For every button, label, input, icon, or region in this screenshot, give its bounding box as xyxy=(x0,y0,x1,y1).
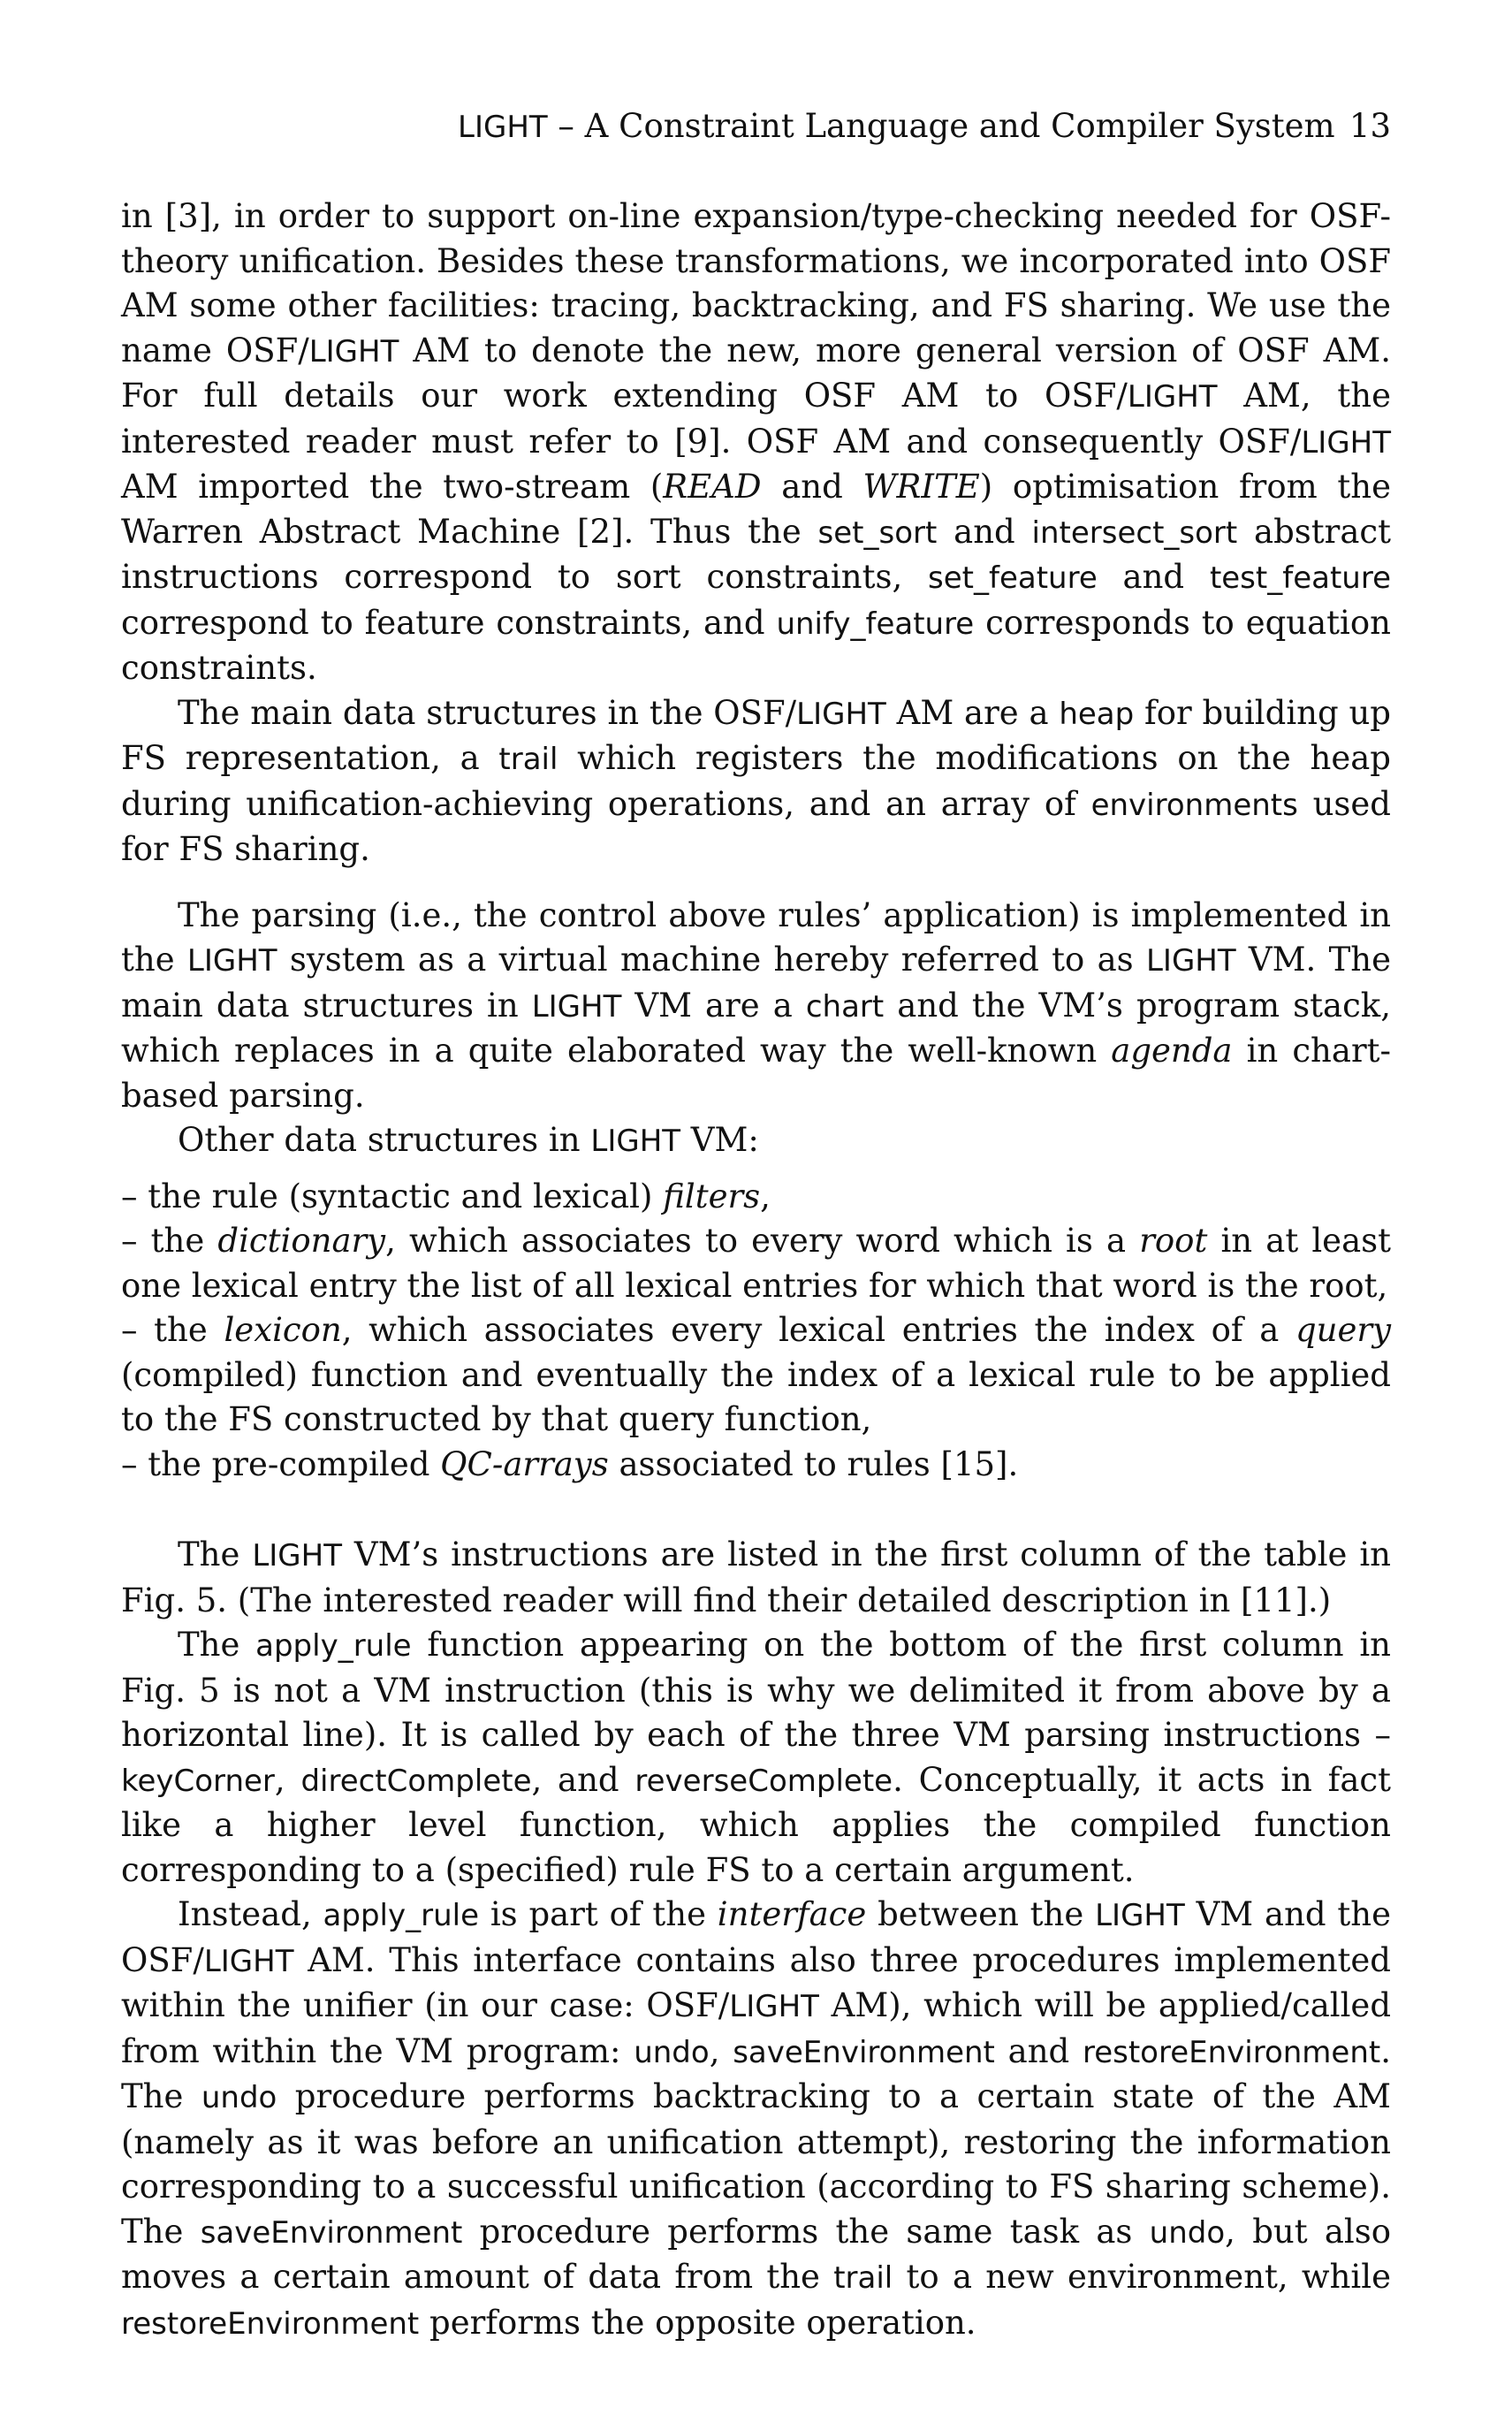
code-term: LIGHT xyxy=(1301,424,1391,461)
code-term: apply_rule xyxy=(255,1628,412,1664)
code-term: restoreEnvironment xyxy=(121,2305,420,2342)
text: , which associates to every word which is a xyxy=(385,1222,1140,1260)
text: in at least one lexical entry the list of all lexical entries for which that word is the root, xyxy=(121,1222,1391,1305)
text: AM are a xyxy=(885,693,1060,732)
text: abstract instructions correspond to sort constraints, xyxy=(121,512,1391,596)
code-term: undo xyxy=(201,2080,277,2115)
text: The parsing (i.e., the control above rules’ application) is implemented in the xyxy=(121,895,1391,979)
list-item xyxy=(121,1219,1391,1308)
text: procedure performs the same task as xyxy=(462,2212,1150,2251)
text: VM: xyxy=(680,1121,759,1159)
paragraph-5 xyxy=(121,1533,1391,1623)
text: between the xyxy=(866,1895,1096,1933)
text: VM are a xyxy=(621,986,806,1025)
text: in chart-based parsing. xyxy=(121,1032,1392,1115)
text: procedure performs backtracking to a certain state of the AM (namely as it was before an unification attempt), restoring the information corresponding to a successful unification (according to FS sharing scheme). The xyxy=(121,2077,1391,2251)
code-term: restoreEnvironment xyxy=(1082,2034,1381,2070)
italic-term: query xyxy=(1295,1311,1391,1349)
text: , xyxy=(274,1760,301,1799)
text: , and xyxy=(531,1760,635,1799)
code-term: LIGHT xyxy=(1127,379,1218,415)
code-term: set_sort xyxy=(817,514,938,551)
text: performs the opposite operation. xyxy=(419,2303,976,2342)
italic-term: filters xyxy=(663,1177,761,1215)
list-item xyxy=(121,1443,1391,1488)
text: . The xyxy=(121,2031,1391,2115)
text: , but also moves a certain amount of data from the xyxy=(121,2212,1392,2296)
data-structures-list xyxy=(121,1175,1391,1488)
text: and xyxy=(994,2031,1083,2070)
text: is part of the xyxy=(479,1895,718,1933)
text: AM. This interface contains also three procedures implemented within the unifier (in our case: OSF/ xyxy=(121,1940,1391,2024)
running-header xyxy=(121,104,1391,149)
text: The xyxy=(178,1535,253,1573)
text: to a new environment, while xyxy=(893,2258,1391,2296)
code-term: LIGHT xyxy=(1095,1898,1185,1933)
text: which registers the modifications on the heap during unification-achieving operations, and an array of xyxy=(121,739,1391,823)
paragraph-1 xyxy=(121,194,1391,691)
list-item xyxy=(121,1175,1391,1220)
code-term: saveEnvironment xyxy=(200,2214,463,2251)
code-term: LIGHT xyxy=(308,333,399,370)
text: , xyxy=(709,2031,733,2070)
code-term: LIGHT xyxy=(1145,943,1236,979)
text: , which associates every lexical entries the index of a xyxy=(341,1311,1295,1349)
text: correspond to feature constraints, and xyxy=(121,603,777,642)
text: Instead, xyxy=(178,1895,323,1933)
code-term: reverseComplete xyxy=(634,1763,893,1799)
text: AM to denote the new, more general version of OSF AM. For full details our work extending OSF AM to OSF/ xyxy=(121,331,1391,415)
code-term: directComplete xyxy=(300,1763,532,1799)
text: and xyxy=(1097,558,1210,596)
page-number: 13 xyxy=(1349,107,1391,145)
code-term: LIGHT xyxy=(531,988,622,1025)
text: (compiled) function and eventually the index of a lexical rule to be applied to the FS constructed by that query function, xyxy=(121,1355,1391,1438)
italic-term: lexicon xyxy=(224,1311,342,1349)
text: ) optimisation from the Warren Abstract Machine [2]. Thus the xyxy=(121,468,1391,551)
text: associated to rules [15]. xyxy=(608,1444,1019,1483)
italic-term: root xyxy=(1139,1222,1208,1260)
code-term: undo xyxy=(1149,2214,1226,2251)
code-term: intersect_sort xyxy=(1031,514,1238,551)
code-term: trail xyxy=(498,742,558,777)
italic-term: READ xyxy=(663,468,762,506)
text: Other data structures in xyxy=(178,1121,591,1159)
text: for building up FS representation, a xyxy=(121,693,1391,777)
paragraph-4 xyxy=(121,1118,1391,1164)
paragraph-2 xyxy=(121,691,1391,872)
text: VM. The main data structures in xyxy=(121,941,1392,1025)
code-term: LIGHT xyxy=(729,1989,819,2024)
code-term: saveEnvironment xyxy=(733,2034,995,2070)
text: system as a virtual machine hereby referred to as xyxy=(277,941,1146,979)
text: in [3], in order to support on-line expansion/type-checking needed for OSF-theory unification. Besides these transformations, we incorporated into OSF AM some other facilities: tracing, backtracking, and FS sharing. We use the name OSF/ xyxy=(121,197,1391,370)
code-term: test_feature xyxy=(1209,560,1391,596)
code-term: heap xyxy=(1059,696,1135,732)
code-term: set_feature xyxy=(928,560,1098,596)
code-term: LIGHT xyxy=(796,696,886,732)
text: and xyxy=(937,512,1032,551)
text: , xyxy=(760,1177,771,1215)
text: – the xyxy=(121,1222,218,1260)
code-term: undo xyxy=(634,2034,710,2070)
text: AM), which will be applied/called from within the VM program: xyxy=(121,1986,1392,2070)
text: VM’s instructions are listed in the first column of the table in Fig. 5. (The interested reader will find their detailed description in [11].) xyxy=(121,1535,1392,1619)
text: VM and the OSF/ xyxy=(121,1895,1392,1979)
running-title xyxy=(458,104,1335,149)
light-brand: LIGHT xyxy=(458,110,548,145)
italic-term: dictionary xyxy=(217,1222,386,1260)
running-title-text: – A Constraint Language and Compiler System xyxy=(547,107,1335,145)
italic-term: QC-arrays xyxy=(440,1444,609,1483)
text: used for FS sharing. xyxy=(121,784,1391,868)
code-term: chart xyxy=(805,988,885,1025)
text: The main data structures in the OSF/ xyxy=(178,693,797,732)
code-term: LIGHT xyxy=(252,1538,342,1573)
code-term: unify_feature xyxy=(776,606,975,642)
italic-term: interface xyxy=(717,1895,867,1933)
code-term: LIGHT xyxy=(203,1943,294,1979)
text: function appearing on the bottom of the first column in Fig. 5 is not a VM instruction (this is why we delimited it from above by a horizontal line). It is called by each of the three VM parsing instructions – xyxy=(121,1626,1391,1754)
text: corresponds to equation constraints. xyxy=(121,603,1391,687)
list-item xyxy=(121,1308,1391,1443)
code-term: LIGHT xyxy=(590,1124,681,1159)
italic-term: agenda xyxy=(1111,1032,1233,1070)
text: and xyxy=(761,468,863,506)
code-term: environments xyxy=(1090,787,1298,823)
text: AM imported the two-stream ( xyxy=(121,468,664,506)
body-text xyxy=(121,194,1391,2346)
text: and the VM’s program stack, which replaces in a quite elaborated way the well-known xyxy=(121,986,1391,1070)
paragraph-7 xyxy=(121,1893,1391,2346)
text: – the pre-compiled xyxy=(121,1444,441,1483)
paragraph-6 xyxy=(121,1623,1391,1893)
text: . Conceptually, it acts in fact like a higher level function, which applies the compiled function corresponding to a (specified) rule FS to a certain argument. xyxy=(121,1760,1391,1889)
text: – the rule (syntactic and lexical) xyxy=(121,1177,664,1215)
paragraph-3 xyxy=(121,894,1391,1119)
italic-term: WRITE xyxy=(862,468,980,506)
text: The xyxy=(178,1626,256,1664)
code-term: keyCorner xyxy=(121,1763,275,1799)
text: – the xyxy=(121,1311,224,1349)
code-term: trail xyxy=(833,2260,893,2296)
text: AM, the interested reader must refer to [9]. OSF AM and consequently OSF/ xyxy=(121,377,1391,461)
code-term: apply_rule xyxy=(323,1898,479,1933)
code-term: LIGHT xyxy=(186,943,277,979)
